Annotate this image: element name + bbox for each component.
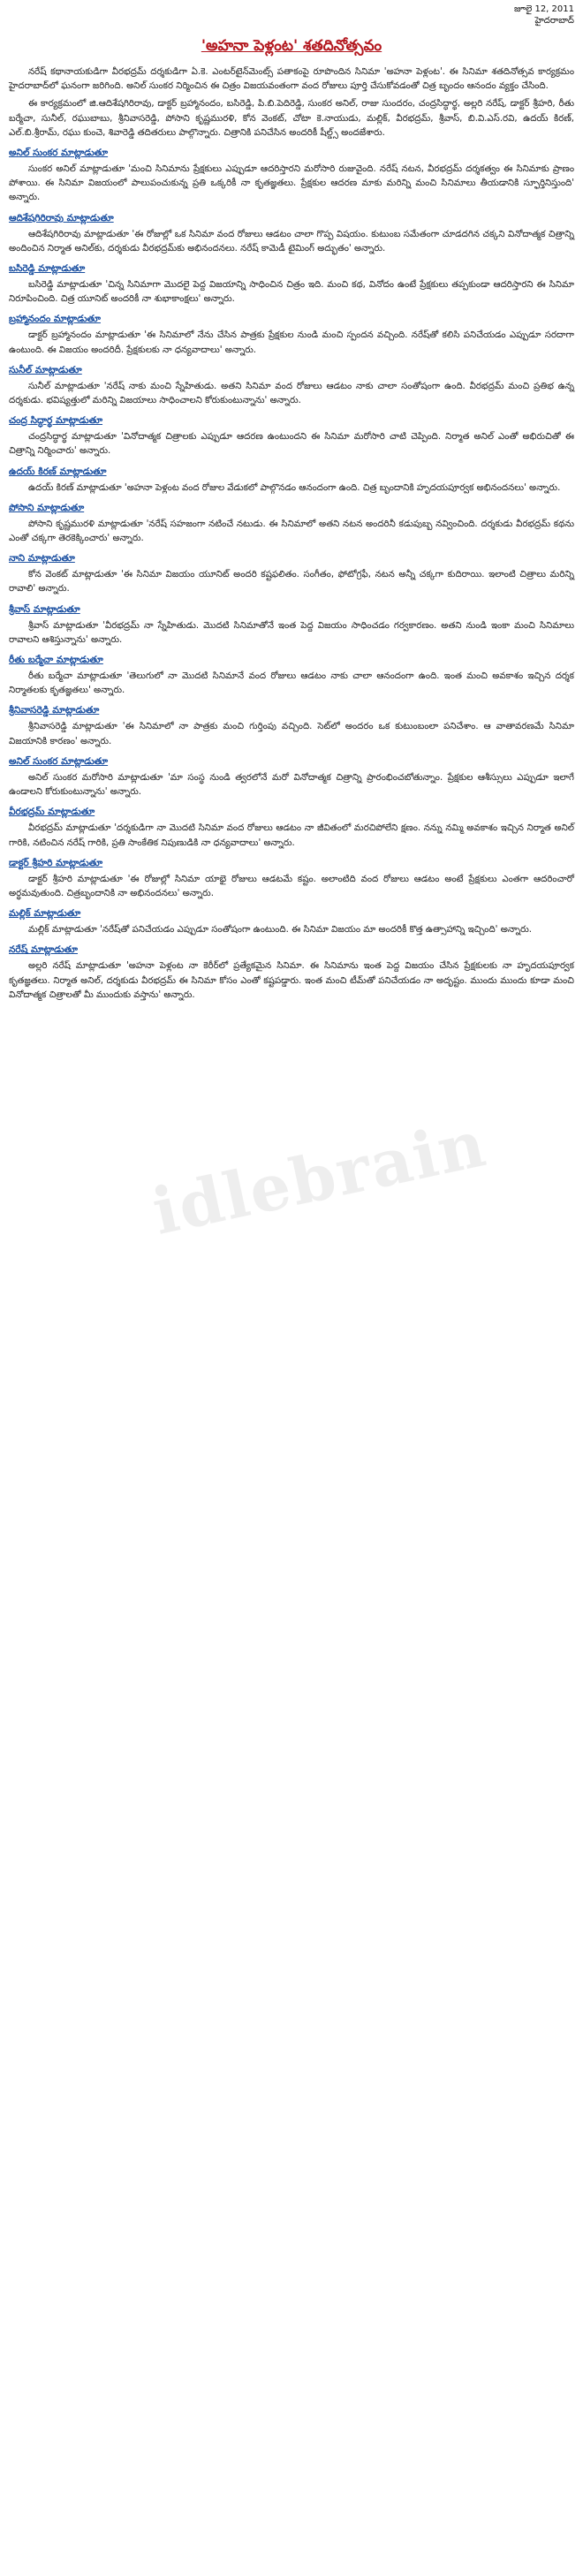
article: [0, 0, 583, 1003]
speech-section: [9, 212, 574, 256]
section-heading: డాక్టర్ శ్రీహరి మాట్లాడుతూ: [9, 857, 103, 868]
speech-section: [9, 907, 574, 937]
section-paragraph: సునీల్ మాట్లాడుతూ 'నరేష్ నాకు మంచి స్నేహితుడు. అతని సినిమా వంద రోజులు ఆడటం నాకు చాలా సంతోషంగా ఉంది. వీరభద్రమ్ మంచి ప్రతిభ ఉన్న దర్శకుడు. భవిష్యత్తులో మరిన్ని విజయాలు సాధించాలని కోరుకుంటున్నాను' అన్నారు.: [9, 381, 574, 406]
speech-section: [9, 755, 574, 799]
section-heading: శ్రీనివాసరెడ్డి మాట్లాడుతూ: [9, 705, 100, 716]
section-heading: ఉదయ్ కిరణ్ మాట్లాడుతూ: [9, 466, 107, 477]
section-paragraph: డాక్టర్ శ్రీహరి మాట్లాడుతూ 'ఈ రోజుల్లో సినిమా యాభై రోజులు ఆడటమే కష్టం. అలాంటిది వంద రోజులు ఆడటం అంటే ప్రేక్షకులు ఎంతగా ఆదరించారో అర్థమవుతుంది. చిత్రబృందానికి నా అభినందనలు' అన్నారు.: [9, 874, 574, 898]
speech-section: [9, 857, 574, 901]
section-heading: రీతు బర్మేచా మాట్లాడుతూ: [9, 655, 103, 666]
speech-section: [9, 313, 574, 357]
speech-section: [9, 414, 574, 458]
section-heading: బ్రహ్మానందం మాట్లాడుతూ: [9, 314, 101, 325]
speech-section: [9, 147, 574, 206]
section-paragraph: శ్రీవాస్ మాట్లాడుతూ 'వీరభద్రమ్ నా స్నేహితుడు. మొదటి సినిమాతోనే ఇంత పెద్ద విజయం సాధించడం గర్వకారణం. అతని నుండి ఇంకా మంచి సినిమాలు రావాలని ఆశిస్తున్నాను' అన్నారు.: [9, 620, 574, 645]
section-paragraph: ఉదయ్ కిరణ్ మాట్లాడుతూ 'అహనా పెళ్లంట వంద రోజుల వేడుకలో పాల్గొనడం ఆనందంగా ఉంది. చిత్ర బృందానికి హృదయపూర్వక అభినందనలు' అన్నారు.: [28, 482, 561, 493]
section-paragraph: కోన వెంకట్ మాట్లాడుతూ 'ఈ సినిమా విజయం యూనిట్ అందరి కష్టఫలితం. సంగీతం, ఫోటోగ్రఫీ, నటన అన్నీ చక్కగా కుదిరాయి. ఇలాంటి చిత్రాలు మరిన్ని రావాలి' అన్నారు.: [9, 570, 574, 595]
title-wrap: [9, 37, 574, 58]
section-heading: నరేష్ మాట్లాడుతూ: [9, 944, 78, 956]
speech-section: [9, 806, 574, 850]
section-paragraph: మల్లిక్ మాట్లాడుతూ 'నరేష్‌తో పనిచేయడం ఎప్పుడూ సంతోషంగా ఉంటుంది. ఈ సినిమా విజయం మా అందరికీ కొత్త ఉత్సాహాన్ని ఇచ్చింది' అన్నారు.: [28, 925, 532, 936]
section-paragraph: ఆదిశేషగిరిరావు మాట్లాడుతూ 'ఈ రోజుల్లో ఒక సినిమా వంద రోజులు ఆడటం చాలా గొప్ప విషయం. కుటుంబ సమేతంగా చూడదగిన చక్కని వినోదాత్మక చిత్రాన్ని అందించిన నిర్మాత అనిల్‌కు, దర్శకుడు వీరభద్రమ్‌కు అభినందనలు. నరేష్ కామెడీ టైమింగ్ అద్భుతం' అన్నారు.: [9, 229, 574, 254]
article-date: జూలై 12, 2011: [514, 4, 574, 14]
section-paragraph: చంద్రసిద్ధార్థ మాట్లాడుతూ 'వినోదాత్మక చిత్రాలకు ఎప్పుడూ ఆదరణ ఉంటుందని ఈ సినిమా మరోసారి చాటి చెప్పింది. నిర్మాత అనిల్ ఎంతో అభిరుచితో ఈ చిత్రాన్ని నిర్మించారు' అన్నారు.: [9, 432, 574, 457]
section-heading: ఆదిశేషగిరిరావు మాట్లాడుతూ: [9, 212, 114, 224]
section-heading: నాని మాట్లాడుతూ: [9, 553, 75, 564]
section-heading: అనిల్ సుంకర మాట్లాడుతూ: [9, 755, 109, 767]
section-paragraph: పోసాని కృష్ణమురళి మాట్లాడుతూ 'నరేష్ సహజంగా నటించే నటుడు. ఈ సినిమాలో అతని నటన అందరినీ కడుపుబ్బ నవ్వించింది. దర్శకుడు వీరభద్రమ్ కథను ఎంతో చక్కగా తెరకెక్కించారు' అన్నారు.: [9, 519, 574, 544]
article-sections: [9, 147, 574, 1003]
section-heading: శ్రీవాస్ మాట్లాడుతూ: [9, 603, 80, 615]
speech-section: [9, 262, 574, 307]
article-title: 'అహనా పెళ్లంట' శతదినోత్సవం: [201, 37, 382, 55]
article-place: హైదరాబాద్: [534, 16, 574, 26]
section-paragraph: డాక్టర్ బ్రహ్మానందం మాట్లాడుతూ 'ఈ సినిమాలో నేను చేసిన పాత్రకు ప్రేక్షకుల నుండి మంచి స్పందన వచ్చింది. నరేష్‌తో కలిసి పనిచేయడం ఎప్పుడూ సరదాగా ఉంటుంది. ఈ విజయం అందరిదీ. ప్రేక్షకులకు నా ధన్యవాదాలు' అన్నారు.: [9, 330, 574, 355]
speech-section: [9, 603, 574, 648]
section-paragraph: వీరభద్రమ్ మాట్లాడుతూ 'దర్శకుడిగా నా మొదటి సినిమా వంద రోజులు ఆడటం నా జీవితంలో మరచిపోలేని క్షణం. నన్ను నమ్మి అవకాశం ఇచ్చిన నిర్మాత అనిల్ గారికి, నటించిన నరేష్ గారికి, ప్రతి సాంకేతిక నిపుణుడికి నా ధన్యవాదాలు' అన్నారు.: [9, 823, 574, 848]
section-heading: చంద్ర సిద్ధార్థ మాట్లాడుతూ: [9, 415, 103, 427]
speech-section: [9, 704, 574, 748]
speech-section: [9, 466, 574, 496]
speech-section: [9, 502, 574, 546]
article-intro: [9, 65, 574, 140]
speech-section: [9, 364, 574, 408]
article-meta: [9, 4, 574, 27]
intro-paragraph: నరేష్ కథానాయకుడిగా వీరభద్రమ్ దర్శకుడిగా ఏ.కె. ఎంటర్‌టైన్‌మెంట్స్ పతాకంపై రూపొందిన సినిమా 'అహనా పెళ్లంట'. ఈ సినిమా శతదినోత్సవ కార్యక్రమం హైదరాబాద్‌లో ఘనంగా జరిగింది. అనిల్ సుంకర నిర్మించిన ఈ చిత్రం విజయవంతంగా వంద రోజులు పూర్తి చేసుకోవడంతో చిత్ర బృందం ఆనందం వ్యక్తం చేసింది.: [9, 67, 574, 92]
section-paragraph: అనిల్ సుంకర మరోసారి మాట్లాడుతూ 'మా సంస్థ నుండి త్వరలోనే మరో వినోదాత్మక చిత్రాన్ని ప్రారంభించబోతున్నాం. ప్రేక్షకుల ఆశీస్సులు ఎప్పుడూ ఇలాగే ఉండాలని కోరుకుంటున్నాను' అన్నారు.: [9, 772, 574, 798]
section-paragraph: శ్రీనివాసరెడ్డి మాట్లాడుతూ 'ఈ సినిమాలో నా పాత్రకు మంచి గుర్తింపు వచ్చింది. సెట్‌లో అందరం ఒక కుటుంబంలా పనిచేశాం. ఆ వాతావరణమే సినిమా విజయానికి కారణం' అన్నారు.: [9, 722, 574, 746]
section-paragraph: అల్లరి నరేష్ మాట్లాడుతూ 'అహనా పెళ్లంట నా కెరీర్‌లో ప్రత్యేకమైన సినిమా. ఈ సినిమాను ఇంత పెద్ద విజయం చేసిన ప్రేక్షకులకు నా హృదయపూర్వక కృతజ్ఞతలు. నిర్మాత అనిల్, దర్శకుడు వీరభద్రమ్ ఈ సినిమా కోసం ఎంతో కష్టపడ్డారు. ఇంత మంచి టీమ్‌తో పనిచేయడం నా అదృష్టం. ముందు ముందు కూడా మంచి వినోదాత్మక చిత్రాలతో మీ ముందుకు వస్తాను' అన్నారు.: [9, 961, 574, 1000]
section-heading: అనిల్ సుంకర మాట్లాడుతూ: [9, 148, 109, 159]
section-heading: బసిరెడ్డి మాట్లాడుతూ: [9, 263, 86, 275]
intro-paragraph: ఈ కార్యక్రమంలో జి.ఆదిశేషగిరిరావు, డాక్టర్ బ్రహ్మానందం, బసిరెడ్డి, పి.బి.పెదిరెడ్డి, సుంకర అనిల్, రాజు సుందరం, చంద్రసిద్ధార్థ, అల్లరి నరేష్, డాక్టర్ శ్రీహరి, రీతు బర్మేచా, సునీల్, రఘుబాబు, శ్రీనివాసరెడ్డి, పోసాని కృష్ణమురళి, కోన వెంకట్, చోటా కె.నాయుడు, మల్లిక్, వీరభద్రమ్, శ్రీవాస్, బి.వి.ఎస్.రవి, ఉదయ్ కిరణ్, ఎల్.బి.శ్రీరామ్, రఘు కుంచె, శివారెడ్డి తదితరులు పాల్గొన్నారు. చిత్రానికి పనిచేసిన అందరికీ షీల్డ్స్ అందజేశారు.: [9, 99, 574, 138]
speech-section: [9, 654, 574, 698]
section-paragraph: సుంకర అనిల్ మాట్లాడుతూ 'మంచి సినిమాను ప్రేక్షకులు ఎప్పుడూ ఆదరిస్తారని మరోసారి రుజువైంది. నరేష్ నటన, వీరభద్రమ్ దర్శకత్వం ఈ సినిమాకు ప్రాణం పోశాయి. ఈ సినిమా విజయంలో పాలుపంచుకున్న ప్రతి ఒక్కరికీ నా కృతజ్ఞతలు. ప్రేక్షకుల ఆదరణ మాకు మరిన్ని మంచి సినిమాలు తీయడానికి స్ఫూర్తినిస్తుంది' అన్నారు.: [9, 164, 574, 203]
section-heading: వీరభద్రమ్ మాట్లాడుతూ: [9, 807, 95, 818]
watermark: idlebrain: [146, 1105, 494, 1249]
speech-section: [9, 943, 574, 1003]
section-paragraph: రీతు బర్మేచా మాట్లాడుతూ 'తెలుగులో నా మొదటి సినిమానే వంద రోజులు ఆడటం నాకు చాలా ఆనందంగా ఉంది. ఇంత మంచి అవకాశం ఇచ్చిన దర్శక నిర్మాతలకు కృతజ్ఞతలు' అన్నారు.: [9, 671, 574, 696]
section-heading: పోసాని మాట్లాడుతూ: [9, 502, 85, 513]
section-paragraph: బసిరెడ్డి మాట్లాడుతూ 'చిన్న సినిమాగా మొదలై పెద్ద విజయాన్ని సాధించిన చిత్రం ఇది. మంచి కథ, వినోదం ఉంటే ప్రేక్షకులు తప్పకుండా ఆదరిస్తారని ఈ సినిమా నిరూపించింది. చిత్ర యూనిట్ అందరికీ నా శుభాకాంక్షలు' అన్నారు.: [9, 280, 574, 305]
section-heading: సునీల్ మాట్లాడుతూ: [9, 364, 82, 375]
section-heading: మల్లిక్ మాట్లాడుతూ: [9, 908, 81, 920]
speech-section: [9, 552, 574, 596]
